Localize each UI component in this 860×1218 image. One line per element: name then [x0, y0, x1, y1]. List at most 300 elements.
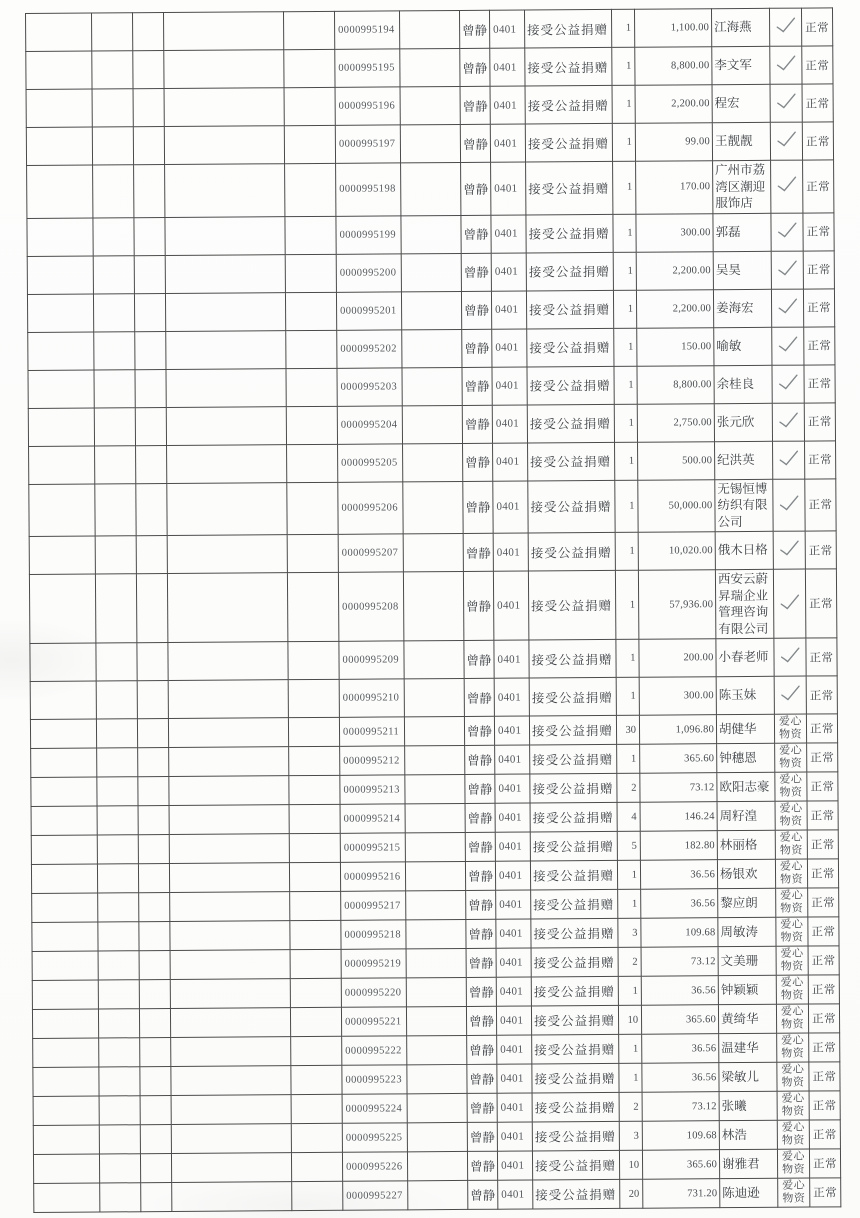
cell-op-code: 0401 [497, 1122, 532, 1151]
cell-quantity: 10 [618, 1005, 641, 1034]
cell-empty [92, 13, 133, 51]
cell-empty [31, 777, 97, 806]
cell-quantity: 4 [617, 802, 640, 831]
cell-op-code: 0401 [495, 774, 530, 803]
cell-confirm-mark [776, 946, 808, 975]
cell-empty [135, 331, 166, 369]
cell-quantity: 20 [620, 1179, 643, 1208]
cell-status: 正常 [806, 676, 837, 714]
cell-empty [171, 1066, 291, 1096]
cell-status: 正常 [805, 531, 836, 569]
cell-empty [98, 1009, 139, 1038]
cell-confirm-mark [778, 1178, 810, 1207]
cell-receipt-no: 0000995205 [338, 443, 403, 481]
cell-empty [33, 1154, 99, 1183]
cell-empty [33, 1038, 99, 1067]
cell-confirm-mark [773, 441, 805, 479]
cell-empty [406, 1006, 466, 1035]
cell-empty [29, 484, 95, 537]
cell-empty [288, 641, 339, 679]
checkmark-icon [776, 335, 800, 352]
cell-empty [141, 1183, 172, 1212]
cell-op-code: 0401 [494, 678, 529, 716]
cell-quantity: 30 [616, 715, 639, 744]
cell-receipt-no: 0000995212 [340, 746, 405, 775]
cell-operator: 曾静 [465, 745, 495, 774]
cell-receipt-no: 0000995210 [339, 679, 404, 717]
cell-business-type: 接受公益捐赠 [529, 715, 616, 745]
cell-quantity: 5 [617, 831, 640, 860]
cell-receipt-no: 0000995225 [342, 1123, 407, 1152]
cell-empty [166, 330, 286, 369]
cell-donor-name: 温建华 [719, 1033, 777, 1062]
cell-receipt-no: 0000995226 [342, 1152, 407, 1181]
cell-donor-name: 王靓靓 [712, 122, 770, 160]
cell-donor-name: 黄绮华 [718, 1004, 776, 1033]
cell-operator: 曾静 [461, 253, 491, 291]
table-row [26, 84, 833, 128]
cell-donor-name: 黎应朗 [718, 888, 776, 917]
cell-confirm-mark [771, 160, 803, 213]
cell-quantity: 1 [619, 1034, 642, 1063]
cell-empty [97, 864, 138, 893]
cell-empty [31, 806, 97, 835]
cell-quantity: 1 [613, 161, 636, 214]
cell-operator: 曾静 [459, 10, 489, 48]
cell-business-type: 接受公益捐赠 [530, 860, 617, 890]
cell-empty [288, 717, 339, 746]
table-row [26, 8, 833, 52]
cell-receipt-no: 0000995204 [337, 405, 402, 443]
cell-empty [170, 1008, 290, 1038]
table-row [30, 676, 837, 720]
goods-mark-label: 爱心物资 [781, 1121, 805, 1147]
cell-operator: 曾静 [465, 774, 495, 803]
cell-op-code: 0401 [493, 481, 528, 534]
cell-amount: 36.56 [641, 889, 718, 919]
cell-confirm-mark [775, 772, 807, 801]
cell-donor-name: 无锡恒博纺织有限公司 [715, 479, 773, 532]
cell-empty [140, 1096, 171, 1125]
cell-empty [139, 980, 170, 1009]
cell-op-code: 0401 [492, 329, 527, 367]
goods-mark-label: 爱心物资 [779, 802, 803, 828]
cell-donor-name: 吴昊 [713, 251, 771, 289]
cell-empty [169, 776, 289, 806]
cell-quantity: 1 [617, 744, 640, 773]
cell-status: 正常 [804, 326, 835, 364]
cell-donor-name: 郭磊 [713, 213, 771, 251]
checkmark-icon [776, 373, 800, 390]
cell-operator: 曾静 [467, 1035, 497, 1064]
cell-empty [164, 88, 284, 127]
cell-quantity: 1 [613, 290, 636, 328]
cell-status: 正常 [803, 212, 834, 250]
cell-empty [169, 747, 289, 777]
cell-empty [285, 292, 336, 330]
cell-confirm-mark [776, 917, 808, 946]
cell-donor-name: 喻敏 [714, 327, 772, 365]
cell-receipt-no: 0000995207 [338, 534, 403, 572]
cell-op-code: 0401 [490, 48, 525, 86]
cell-quantity: 2 [618, 947, 641, 976]
cell-donor-name: 周籽湟 [717, 801, 775, 830]
table-row [28, 364, 835, 408]
cell-donor-name: 俄木日格 [715, 531, 773, 569]
cell-empty [292, 1181, 343, 1210]
cell-business-type: 接受公益捐赠 [529, 639, 616, 678]
cell-empty [32, 980, 98, 1009]
cell-business-type: 接受公益捐赠 [527, 366, 614, 405]
cell-business-type: 接受公益捐赠 [525, 47, 612, 86]
cell-status: 正常 [808, 888, 839, 917]
cell-business-type: 接受公益捐赠 [528, 532, 615, 571]
cell-empty [94, 331, 135, 369]
cell-empty [34, 1183, 100, 1212]
cell-empty [138, 806, 169, 835]
cell-empty [404, 716, 464, 745]
cell-empty [170, 892, 290, 922]
cell-empty [92, 89, 133, 127]
cell-donor-name: 李文军 [712, 46, 770, 84]
cell-operator: 曾静 [464, 678, 494, 716]
cell-empty [407, 1122, 467, 1151]
goods-mark-label: 爱心物资 [781, 1150, 806, 1176]
cell-empty [28, 332, 94, 370]
cell-empty [97, 835, 138, 864]
table-row [29, 531, 836, 575]
cell-empty [404, 678, 464, 716]
cell-empty [28, 370, 94, 408]
cell-op-code: 0401 [494, 716, 529, 745]
cell-empty [406, 977, 466, 1006]
donation-ledger-table [25, 7, 841, 1213]
cell-empty [407, 1035, 467, 1064]
cell-amount: 200.00 [639, 639, 716, 678]
cell-operator: 曾静 [468, 1180, 498, 1209]
cell-empty [26, 13, 92, 51]
cell-status: 正常 [801, 8, 832, 46]
cell-empty [140, 1038, 171, 1067]
cell-op-code: 0401 [495, 745, 530, 774]
cell-quantity: 1 [618, 889, 641, 918]
cell-empty [290, 920, 341, 949]
cell-empty [166, 368, 286, 407]
cell-quantity: 1 [616, 677, 639, 715]
cell-receipt-no: 0000995206 [338, 481, 403, 534]
cell-donor-name: 林浩 [719, 1120, 777, 1149]
cell-op-code: 0401 [493, 443, 528, 481]
cell-empty [290, 1007, 341, 1036]
cell-op-code: 0401 [494, 640, 529, 678]
cell-operator: 曾静 [462, 329, 492, 367]
cell-confirm-mark [776, 975, 808, 1004]
cell-status: 正常 [806, 638, 837, 676]
cell-receipt-no: 0000995227 [343, 1181, 408, 1210]
cell-confirm-mark [771, 289, 803, 327]
cell-quantity: 1 [613, 252, 636, 290]
cell-amount: 36.56 [641, 976, 718, 1006]
cell-amount: 2,200.00 [636, 251, 713, 290]
cell-amount: 146.24 [640, 802, 717, 832]
cell-status: 正常 [809, 1091, 840, 1120]
cell-status: 正常 [809, 1033, 840, 1062]
cell-donor-name: 程宏 [712, 84, 770, 122]
cell-op-code: 0401 [497, 1151, 532, 1180]
cell-empty [165, 164, 285, 217]
cell-empty [29, 536, 95, 574]
cell-business-type: 接受公益捐赠 [526, 290, 613, 329]
cell-empty [284, 49, 335, 87]
cell-op-code: 0401 [492, 405, 527, 443]
cell-donor-name: 周敏涛 [718, 917, 776, 946]
cell-empty [165, 254, 285, 293]
cell-op-code: 0401 [496, 977, 531, 1006]
cell-status: 正常 [803, 250, 834, 288]
cell-status: 正常 [808, 975, 839, 1004]
cell-operator: 曾静 [467, 1151, 497, 1180]
cell-empty [290, 978, 341, 1007]
cell-status: 正常 [805, 569, 836, 638]
cell-empty [405, 803, 465, 832]
cell-empty [408, 1180, 468, 1209]
cell-empty [30, 681, 96, 719]
cell-business-type: 接受公益捐赠 [531, 1005, 618, 1035]
table-row [28, 326, 835, 370]
cell-confirm-mark [777, 1149, 809, 1178]
cell-op-code: 0401 [490, 86, 525, 124]
cell-status: 正常 [807, 772, 838, 801]
cell-operator: 曾静 [466, 977, 496, 1006]
cell-empty [167, 444, 287, 483]
cell-empty [27, 294, 93, 332]
cell-status: 正常 [810, 1178, 841, 1207]
cell-receipt-no: 0000995203 [337, 367, 402, 405]
cell-op-code: 0401 [491, 162, 526, 215]
cell-empty [405, 832, 465, 861]
cell-empty [402, 367, 462, 405]
cell-empty [164, 12, 284, 51]
cell-empty [291, 1036, 342, 1065]
cell-empty [27, 165, 93, 218]
ledger-sheet [25, 7, 841, 1213]
cell-empty [168, 718, 288, 748]
cell-confirm-mark [773, 531, 805, 569]
cell-amount: 2,750.00 [637, 403, 714, 442]
cell-empty [171, 1095, 291, 1125]
cell-donor-name: 钟颖颖 [718, 975, 776, 1004]
cell-donor-name: 张曦 [719, 1091, 777, 1120]
cell-amount: 36.56 [642, 1034, 719, 1064]
cell-empty [289, 746, 340, 775]
cell-operator: 曾静 [463, 443, 493, 481]
cell-business-type: 接受公益捐赠 [532, 1034, 619, 1064]
cell-empty [291, 1094, 342, 1123]
cell-status: 正常 [809, 1149, 840, 1178]
cell-empty [139, 922, 170, 951]
cell-empty [26, 51, 92, 89]
cell-empty [33, 1096, 99, 1125]
cell-empty [140, 1154, 171, 1183]
cell-empty [407, 1064, 467, 1093]
cell-quantity: 3 [619, 1121, 642, 1150]
cell-op-code: 0401 [495, 803, 530, 832]
cell-empty [30, 719, 96, 748]
cell-confirm-mark [772, 327, 804, 365]
cell-business-type: 接受公益捐赠 [532, 1121, 619, 1151]
cell-empty [405, 745, 465, 774]
cell-empty [95, 536, 136, 574]
cell-receipt-no: 0000995195 [335, 49, 400, 87]
cell-operator: 曾静 [462, 405, 492, 443]
cell-empty [166, 406, 286, 445]
checkmark-icon [775, 131, 799, 148]
cell-empty [284, 87, 335, 125]
cell-amount: 170.00 [636, 161, 713, 214]
cell-op-code: 0401 [491, 253, 526, 291]
cell-operator: 曾静 [460, 48, 490, 86]
cell-donor-name: 钟穗恩 [717, 743, 775, 772]
cell-business-type: 接受公益捐赠 [524, 9, 611, 48]
cell-empty [136, 445, 167, 483]
cell-amount: 73.12 [641, 947, 718, 977]
cell-empty [407, 1093, 467, 1122]
cell-amount: 731.20 [643, 1179, 720, 1209]
cell-business-type: 接受公益捐赠 [528, 480, 615, 533]
cell-empty [402, 405, 462, 443]
cell-empty [27, 256, 93, 294]
cell-empty [134, 165, 165, 218]
cell-empty [135, 407, 166, 445]
cell-amount: 8,800.00 [635, 47, 712, 86]
cell-confirm-mark [775, 859, 807, 888]
table-row [30, 638, 837, 682]
cell-empty [137, 643, 168, 681]
cell-empty [167, 573, 287, 643]
cell-status: 正常 [804, 402, 835, 440]
cell-business-type: 接受公益捐赠 [533, 1179, 620, 1209]
cell-confirm-mark [777, 1120, 809, 1149]
cell-confirm-mark [775, 801, 807, 830]
cell-confirm-mark [770, 122, 802, 160]
cell-status: 正常 [808, 946, 839, 975]
cell-empty [401, 162, 461, 215]
cell-confirm-mark [776, 1004, 808, 1033]
cell-empty [287, 482, 338, 535]
cell-empty [405, 861, 465, 890]
cell-operator: 曾静 [464, 716, 494, 745]
cell-empty [93, 165, 134, 218]
cell-amount: 10,020.00 [638, 532, 715, 571]
cell-op-code: 0401 [496, 919, 531, 948]
cell-empty [33, 1125, 99, 1154]
cell-empty [134, 217, 165, 255]
cell-empty [136, 574, 167, 643]
cell-empty [92, 51, 133, 89]
cell-op-code: 0401 [497, 1093, 532, 1122]
cell-status: 正常 [804, 364, 835, 402]
cell-empty [139, 893, 170, 922]
cell-operator: 曾静 [466, 919, 496, 948]
cell-business-type: 接受公益捐赠 [527, 404, 614, 443]
cell-donor-name: 广州市荔湾区潮迎服饰店 [713, 160, 771, 213]
cell-empty [165, 292, 285, 331]
goods-mark-label: 爱心物资 [780, 947, 804, 973]
cell-empty [285, 216, 336, 254]
cell-empty [167, 535, 287, 574]
cell-empty [95, 483, 136, 536]
cell-business-type: 接受公益捐赠 [530, 802, 617, 832]
cell-amount: 2,200.00 [636, 289, 713, 328]
cell-donor-name: 谢雅君 [719, 1149, 777, 1178]
cell-empty [403, 571, 463, 640]
cell-business-type: 接受公益捐赠 [530, 773, 617, 803]
cell-empty [285, 163, 336, 216]
cell-business-type: 接受公益捐赠 [532, 1092, 619, 1122]
table-row [26, 122, 833, 166]
cell-quantity: 1 [613, 214, 636, 252]
cell-donor-name: 胡健华 [716, 714, 774, 743]
cell-empty [291, 1152, 342, 1181]
cell-quantity: 1 [612, 123, 635, 161]
cell-op-code: 0401 [496, 948, 531, 977]
cell-empty [31, 835, 97, 864]
cell-empty [405, 774, 465, 803]
cell-empty [164, 126, 284, 165]
cell-status: 正常 [807, 743, 838, 772]
cell-operator: 曾静 [463, 533, 493, 571]
cell-operator: 曾静 [466, 890, 496, 919]
cell-operator: 曾静 [465, 832, 495, 861]
cell-empty [168, 642, 288, 681]
cell-empty [291, 1123, 342, 1152]
cell-empty [99, 1154, 140, 1183]
cell-empty [404, 640, 464, 678]
cell-confirm-mark [777, 1091, 809, 1120]
cell-business-type: 接受公益捐赠 [528, 570, 615, 640]
cell-empty [399, 10, 459, 48]
cell-empty [32, 893, 98, 922]
table-row [27, 160, 834, 218]
cell-empty [169, 863, 289, 893]
cell-empty [136, 536, 167, 574]
cell-empty [138, 835, 169, 864]
cell-donor-name: 江海燕 [711, 8, 769, 46]
goods-mark-label: 爱心物资 [781, 1063, 805, 1089]
cell-empty [167, 482, 287, 535]
goods-mark-label: 爱心物资 [780, 1005, 805, 1031]
cell-empty [135, 369, 166, 407]
cell-receipt-no: 0000995218 [341, 920, 406, 949]
cell-receipt-no: 0000995197 [335, 125, 400, 163]
cell-empty [95, 445, 136, 483]
cell-op-code: 0401 [496, 1006, 531, 1035]
cell-empty [170, 950, 290, 980]
cell-donor-name: 纪洪英 [715, 441, 773, 479]
cell-empty [164, 50, 284, 89]
checkmark-icon [778, 593, 802, 610]
cell-amount: 57,936.00 [638, 570, 715, 640]
cell-amount: 365.60 [641, 1005, 718, 1035]
cell-business-type: 接受公益捐赠 [532, 1063, 619, 1093]
cell-op-code: 0401 [496, 890, 531, 919]
cell-operator: 曾静 [460, 124, 490, 162]
cell-empty [171, 1124, 291, 1154]
cell-empty [32, 951, 98, 980]
cell-empty [134, 293, 165, 331]
cell-receipt-no: 0000995202 [337, 329, 402, 367]
cell-empty [94, 369, 135, 407]
